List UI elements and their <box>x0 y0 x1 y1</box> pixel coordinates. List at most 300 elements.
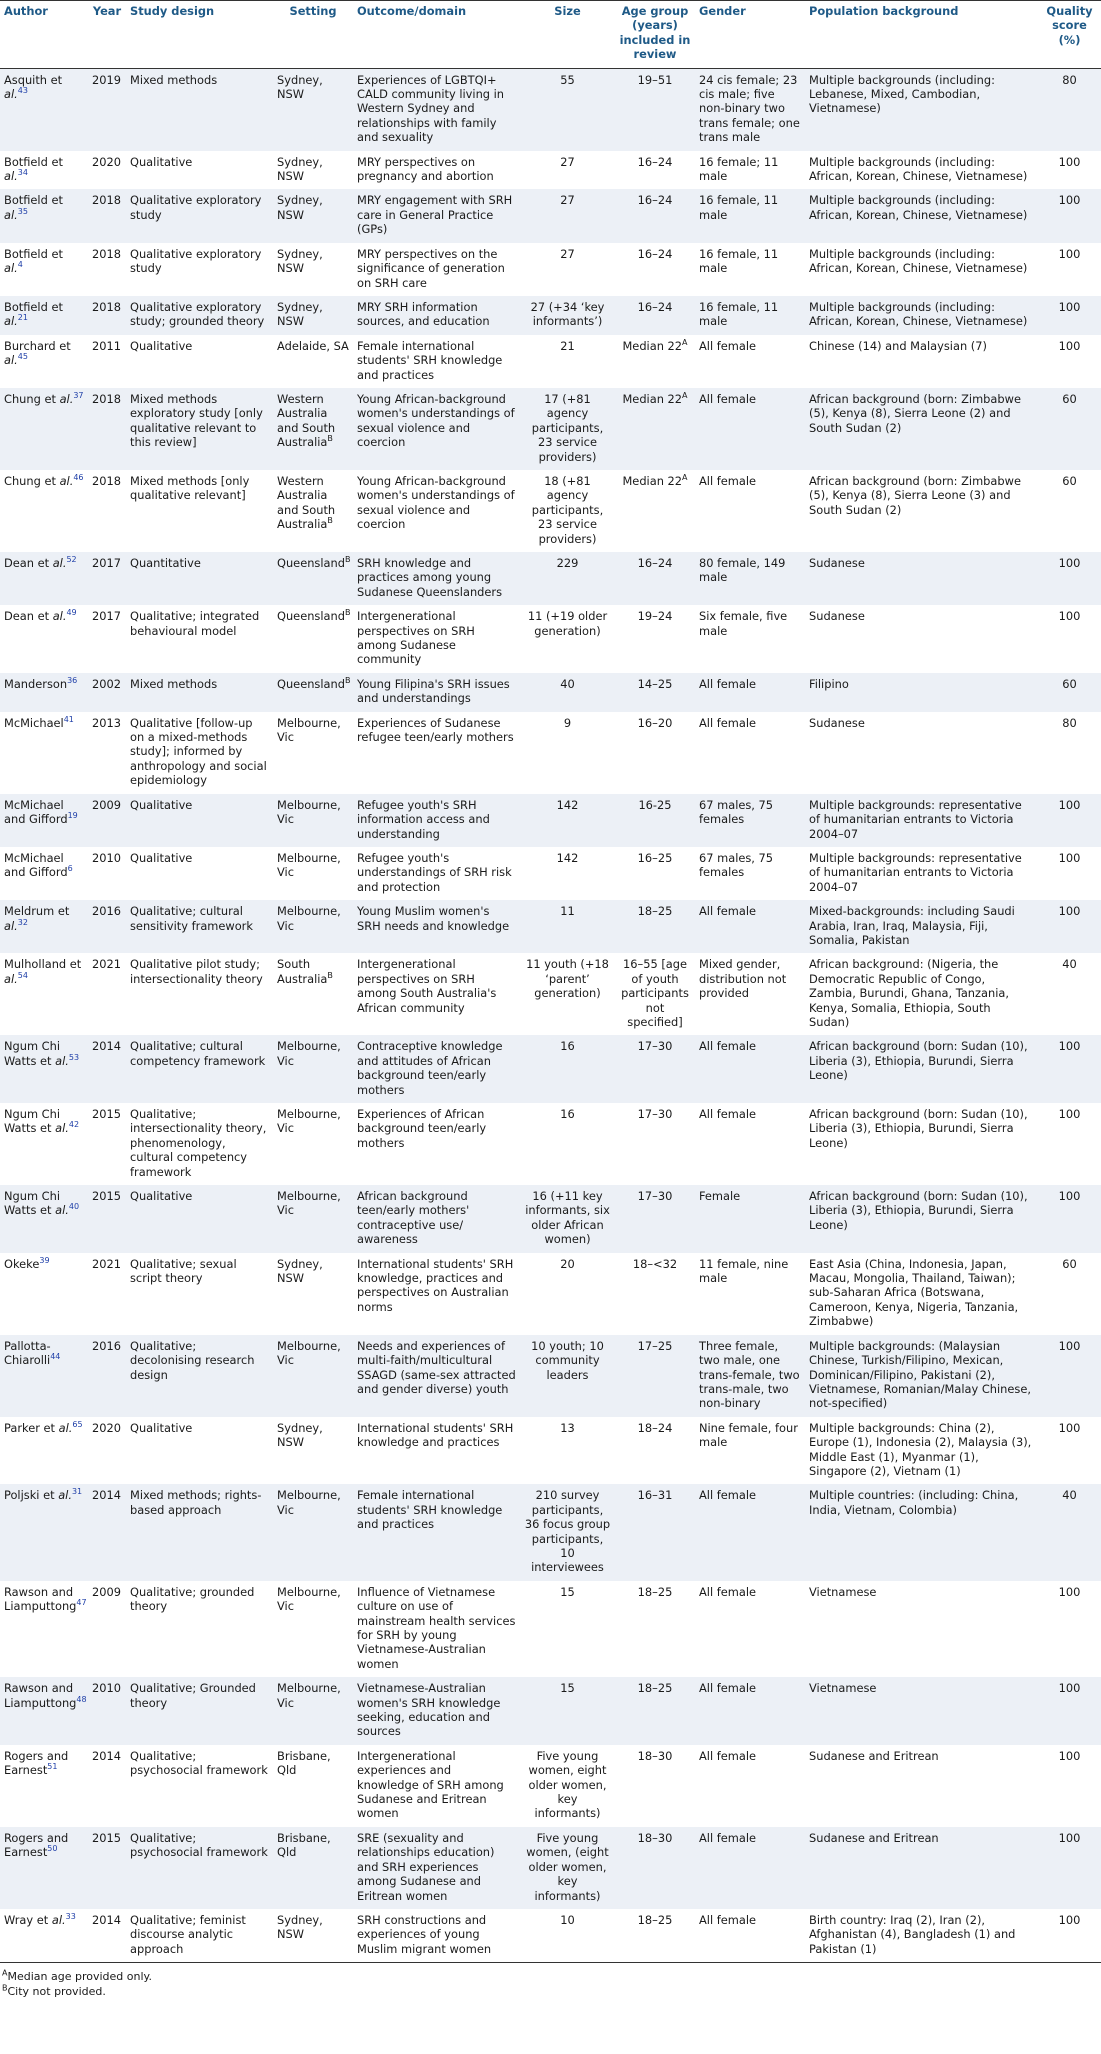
table-row <box>0 189 1101 242</box>
cell-population-background <box>805 605 1038 673</box>
cell-size-text: 15 <box>560 1584 575 1599</box>
table-row <box>0 1253 1101 1335</box>
cell-outcome-domain-text: Young African-background women's understandings of sexual violence and coercion <box>357 473 515 532</box>
cell-size <box>520 953 615 1035</box>
cell-age-group <box>615 605 695 673</box>
cell-outcome-domain-text: Intergenerational perspectives on SRH among South Australia's African community <box>357 957 497 1015</box>
reference-link[interactable]: 51 <box>47 1762 58 1772</box>
cell-population-background <box>805 1745 1038 1827</box>
cell-setting-text: Adelaide, SA <box>277 338 349 353</box>
cell-population-background-text: Multiple backgrounds: China (2), Europe (1), Indonesia (2), Malaysia (3), Middle East (1), Myanmar (1), Singapore (2), Vietnam (1) <box>809 1420 1032 1478</box>
cell-setting <box>273 1484 353 1580</box>
cell-gender <box>695 1827 805 1909</box>
cell-quality-score-text: 100 <box>1058 338 1081 353</box>
cell-setting-text: Sydney, NSW <box>277 1912 323 1942</box>
cell-outcome-domain <box>353 1484 520 1580</box>
cell-size <box>520 189 615 242</box>
cell-author <box>0 1417 88 1485</box>
column-header-population-background: Population background <box>805 1 1038 69</box>
table-row <box>0 1909 1101 1963</box>
cell-population-background-text: African background (born: Sudan (10), Liberia (3), Ethiopia, Burundi, Sierra Leone) <box>809 1189 1028 1232</box>
cell-age-group-text: 16–24 <box>637 154 673 169</box>
cell-age-group <box>615 151 695 190</box>
cell-quality-score <box>1038 68 1101 151</box>
cell-setting <box>273 243 353 296</box>
cell-outcome-domain <box>353 388 520 470</box>
cell-quality-score <box>1038 243 1101 296</box>
cell-gender <box>695 470 805 552</box>
cell-gender-text: All female <box>699 1488 757 1503</box>
reference-link[interactable]: 50 <box>47 1844 58 1854</box>
cell-outcome-domain <box>353 296 520 335</box>
cell-outcome-domain <box>353 1909 520 1963</box>
cell-size-text: 18 (+81 agency participants, 23 service providers) <box>531 473 604 546</box>
cell-age-group-text: 17–30 <box>637 1189 673 1204</box>
cell-age-group <box>615 1484 695 1580</box>
cell-setting-text: Sydney, NSW <box>277 193 323 222</box>
cell-quality-score <box>1038 1253 1101 1335</box>
cell-size <box>520 1745 615 1827</box>
reference-link[interactable]: 6 <box>67 864 73 874</box>
cell-age-group <box>615 1827 695 1909</box>
cell-setting-text: Melbourne, Vic <box>277 1584 341 1614</box>
cell-year <box>88 189 126 242</box>
cell-age-group-text: 17–25 <box>637 1338 673 1353</box>
cell-gender-text: Nine female, four male <box>699 1420 798 1450</box>
cell-author-text: Botfield et al. <box>4 154 63 184</box>
cell-age-group-text: 18–24 <box>637 1420 673 1435</box>
cell-gender-text: 67 males, 75 females <box>699 797 774 827</box>
cell-age-group <box>615 296 695 335</box>
cell-size <box>520 712 615 794</box>
cell-quality-score <box>1038 470 1101 552</box>
cell-age-group-text: 18–25 <box>637 1912 673 1927</box>
cell-setting-text: Queensland <box>277 676 345 691</box>
cell-size-text: 55 <box>560 72 575 87</box>
cell-outcome-domain-text: Young Muslim women's SRH needs and knowledge <box>357 904 510 933</box>
footnote-mark: B <box>327 434 333 444</box>
table-row <box>0 900 1101 953</box>
cell-author <box>0 1909 88 1963</box>
cell-quality-score-text: 80 <box>1062 72 1077 87</box>
cell-gender <box>695 900 805 953</box>
cell-population-background-text: Multiple backgrounds: representative of humanitarian entrants to Victoria 2004–07 <box>809 850 1022 894</box>
cell-population-background-text: African background (born: Zimbabwe (5), Kenya (8), Sierra Leone (3) and South Sudan (2) <box>809 473 1021 517</box>
cell-population-background <box>805 900 1038 953</box>
cell-quality-score-text: 60 <box>1062 473 1077 488</box>
cell-setting-text: Melbourne, Vic <box>277 1189 341 1218</box>
cell-setting <box>273 1827 353 1909</box>
cell-study-design <box>126 953 273 1035</box>
cell-population-background <box>805 673 1038 712</box>
reference-link[interactable]: 52 <box>66 555 77 565</box>
cell-year <box>88 1335 126 1417</box>
cell-year-text: 2018 <box>92 193 121 208</box>
footnote-mark: B <box>327 970 333 980</box>
cell-author-text: Pallotta-Chiarolli <box>4 1338 51 1368</box>
reference-link[interactable]: 43 <box>17 86 28 96</box>
cell-study-design-text: Qualitative <box>130 338 193 353</box>
cell-age-group <box>615 1417 695 1485</box>
cell-quality-score-text: 100 <box>1058 1584 1081 1599</box>
cell-quality-score-text: 100 <box>1058 1420 1081 1435</box>
cell-setting <box>273 470 353 552</box>
cell-outcome-domain-text: MRY perspectives on the significance of generation on SRH care <box>357 246 505 290</box>
cell-size <box>520 151 615 190</box>
cell-age-group <box>615 189 695 242</box>
cell-age-group-text: 16–24 <box>637 246 673 261</box>
cell-size <box>520 1253 615 1335</box>
cell-author <box>0 68 88 151</box>
cell-size-text: 20 <box>560 1256 575 1271</box>
cell-quality-score <box>1038 1581 1101 1677</box>
cell-population-background-text: Sudanese <box>809 609 865 624</box>
cell-gender-text: All female <box>699 1681 757 1696</box>
cell-age-group <box>615 847 695 900</box>
cell-gender <box>695 552 805 605</box>
table-row <box>0 712 1101 794</box>
cell-year-text: 2013 <box>92 715 121 730</box>
cell-age-group-text: 14–25 <box>637 676 673 691</box>
cell-setting <box>273 388 353 470</box>
cell-population-background-text: Multiple backgrounds: representative of humanitarian entrants to Victoria 2004–07 <box>809 797 1022 841</box>
cell-quality-score <box>1038 794 1101 847</box>
cell-year-text: 2014 <box>92 1488 121 1503</box>
cell-outcome-domain-text: Intergenerational perspectives on SRH among Sudanese community <box>357 609 475 667</box>
cell-population-background <box>805 1035 1038 1103</box>
cell-study-design <box>126 1185 273 1253</box>
cell-year <box>88 1484 126 1580</box>
reference-link[interactable]: 40 <box>68 1202 80 1212</box>
cell-size-text: 11 youth (+18 ‘parent’ generation) <box>526 957 609 1001</box>
table-row <box>0 605 1101 673</box>
reference-link[interactable]: 44 <box>50 1352 61 1362</box>
cell-size-text: 11 (+19 older generation) <box>527 609 608 638</box>
cell-author <box>0 847 88 900</box>
cell-size <box>520 673 615 712</box>
reference-link[interactable]: 65 <box>72 1419 83 1429</box>
cell-year <box>88 953 126 1035</box>
cell-setting <box>273 1745 353 1827</box>
cell-age-group <box>615 1185 695 1253</box>
cell-outcome-domain-text: Experiences of African background teen/early mothers <box>357 1107 487 1150</box>
cell-outcome-domain <box>353 1185 520 1253</box>
cell-quality-score-text: 80 <box>1062 715 1077 730</box>
cell-author-text: Botfield et al. <box>4 246 63 276</box>
cell-size-text: 9 <box>563 715 572 730</box>
cell-age-group <box>615 953 695 1035</box>
table-row <box>0 1484 1101 1580</box>
cell-author <box>0 794 88 847</box>
column-header-outcome-domain: Outcome/domain <box>353 1 520 69</box>
cell-year <box>88 552 126 605</box>
cell-population-background-text: Sudanese <box>809 715 865 730</box>
cell-age-group <box>615 1677 695 1745</box>
cell-author-text: Dean et al. <box>4 556 67 570</box>
cell-setting-text: Western Australia and South Australia <box>277 391 336 450</box>
cell-population-background <box>805 1677 1038 1745</box>
cell-outcome-domain <box>353 470 520 552</box>
cell-year-text: 2021 <box>92 957 121 972</box>
cell-population-background <box>805 335 1038 388</box>
reference-link[interactable]: 35 <box>17 207 28 217</box>
cell-setting-text: Melbourne, Vic <box>277 1488 341 1517</box>
cell-author-text: Burchard et al. <box>4 338 71 368</box>
cell-author <box>0 243 88 296</box>
cell-quality-score <box>1038 1417 1101 1485</box>
cell-study-design <box>126 1335 273 1417</box>
cell-author <box>0 673 88 712</box>
reference-link[interactable]: 54 <box>17 970 28 980</box>
cell-age-group-text: 18–25 <box>637 1681 673 1696</box>
cell-age-group <box>615 1035 695 1103</box>
cell-study-design <box>126 847 273 900</box>
cell-size-text: 27 (+34 ‘key informants’) <box>530 299 605 329</box>
cell-gender-text: 16 female; 11 male <box>699 154 779 184</box>
cell-outcome-domain-text: SRH constructions and experiences of young Muslim migrant women <box>357 1912 492 1956</box>
cell-author-text: Asquith et al. <box>4 72 63 102</box>
cell-author-text: Botfield et al. <box>4 193 63 222</box>
reference-link[interactable]: 4 <box>17 260 23 270</box>
cell-age-group <box>615 552 695 605</box>
cell-population-background-text: Multiple backgrounds (including: African, Korean, Chinese, Vietnamese) <box>809 193 1028 222</box>
reference-link[interactable]: 53 <box>68 1052 80 1062</box>
cell-author <box>0 335 88 388</box>
cell-year <box>88 470 126 552</box>
cell-age-group <box>615 335 695 388</box>
cell-author-text: McMichael and Gifford <box>4 797 68 827</box>
cell-population-background-text: Mixed-backgrounds: including Saudi Arabia, Iran, Iraq, Malaysia, Fiji, Somalia, Pakistan <box>809 904 1015 947</box>
cell-setting-text: South Australia <box>277 957 328 986</box>
cell-study-design <box>126 605 273 673</box>
cell-population-background <box>805 1185 1038 1253</box>
cell-size-text: Five young women, eight older women, key informants) <box>528 1748 607 1821</box>
cell-author <box>0 900 88 953</box>
reference-link[interactable]: 45 <box>17 352 28 362</box>
cell-gender-text: All female <box>699 904 757 919</box>
cell-quality-score <box>1038 1185 1101 1253</box>
table-row <box>0 1103 1101 1185</box>
cell-study-design-text: Qualitative <box>130 1420 193 1435</box>
cell-outcome-domain <box>353 847 520 900</box>
cell-size-text: 13 <box>560 1420 575 1435</box>
cell-gender-text: 24 cis female; 23 cis male; five non-binary two trans female; one trans male <box>699 72 800 145</box>
cell-outcome-domain <box>353 1827 520 1909</box>
column-header-setting: Setting <box>273 1 353 69</box>
cell-quality-score <box>1038 673 1101 712</box>
cell-size-text: 16 (+11 key informants, six older African women) <box>525 1189 610 1247</box>
cell-size <box>520 335 615 388</box>
cell-author-text: Ngum Chi Watts et al. <box>4 1107 69 1136</box>
cell-outcome-domain-text: Refugee youth's SRH information access and understanding <box>357 797 490 841</box>
table-row <box>0 847 1101 900</box>
reference-link[interactable]: 36 <box>67 676 78 686</box>
cell-author-text: Manderson <box>4 676 68 691</box>
reference-link[interactable]: 39 <box>39 1255 50 1265</box>
cell-quality-score-text: 100 <box>1058 1189 1081 1204</box>
cell-study-design-text: Qualitative pilot study; intersectionality theory <box>130 957 263 986</box>
cell-gender <box>695 1103 805 1185</box>
cell-setting-text: Sydney, NSW <box>277 246 323 276</box>
cell-quality-score <box>1038 388 1101 470</box>
cell-gender <box>695 794 805 847</box>
cell-population-background <box>805 243 1038 296</box>
cell-quality-score-text: 100 <box>1058 1912 1081 1927</box>
cell-study-design-text: Qualitative; Grounded theory <box>130 1681 256 1710</box>
cell-quality-score-text: 100 <box>1058 1748 1081 1763</box>
cell-year-text: 2011 <box>92 338 121 353</box>
cell-author <box>0 1677 88 1745</box>
cell-size <box>520 1417 615 1485</box>
cell-year <box>88 1827 126 1909</box>
cell-study-design <box>126 552 273 605</box>
cell-quality-score <box>1038 1745 1101 1827</box>
cell-age-group-text: 16–24 <box>637 556 673 570</box>
cell-year-text: 2017 <box>92 609 121 624</box>
cell-population-background-text: Multiple backgrounds (including: African, Korean, Chinese, Vietnamese) <box>809 154 1028 184</box>
cell-author-text: Rogers and Earnest <box>4 1830 69 1860</box>
cell-age-group-text: 18–25 <box>637 1584 673 1599</box>
cell-quality-score <box>1038 1335 1101 1417</box>
cell-study-design <box>126 712 273 794</box>
cell-population-background-text: Chinese (14) and Malaysian (7) <box>809 338 987 353</box>
cell-study-design <box>126 189 273 242</box>
reference-link[interactable]: 42 <box>68 1120 80 1130</box>
cell-population-background <box>805 470 1038 552</box>
cell-gender-text: Mixed gender, distribution not provided <box>699 957 787 1001</box>
cell-quality-score <box>1038 1909 1101 1963</box>
cell-setting <box>273 151 353 190</box>
footnote-mark: A <box>682 391 688 401</box>
column-header-year: Year <box>88 1 126 69</box>
cell-size-text: 15 <box>560 1681 575 1696</box>
footnote-mark: A <box>682 337 688 347</box>
cell-quality-score <box>1038 953 1101 1035</box>
cell-study-design-text: Qualitative <box>130 154 193 169</box>
table-body <box>0 68 1101 1963</box>
cell-author-text: Dean et al. <box>4 609 67 624</box>
cell-year-text: 2016 <box>92 1338 121 1353</box>
table-row <box>0 335 1101 388</box>
cell-study-design-text: Qualitative; psychosocial framework <box>130 1830 268 1860</box>
reference-link[interactable]: 37 <box>73 391 84 401</box>
cell-population-background-text: Multiple backgrounds (including: African, Korean, Chinese, Vietnamese) <box>809 246 1028 276</box>
cell-outcome-domain <box>353 151 520 190</box>
cell-setting-text: Melbourne, Vic <box>277 850 341 880</box>
table-row <box>0 68 1101 151</box>
footnote-mark: B <box>344 555 351 565</box>
cell-study-design-text: Quantitative <box>130 556 201 570</box>
cell-study-design-text: Mixed methods <box>130 676 218 691</box>
cell-setting <box>273 189 353 242</box>
cell-setting <box>273 953 353 1035</box>
cell-size <box>520 243 615 296</box>
cell-year-text: 2002 <box>92 676 121 691</box>
cell-author <box>0 1253 88 1335</box>
cell-gender <box>695 243 805 296</box>
cell-setting-text: Queensland <box>277 556 345 570</box>
cell-year-text: 2015 <box>92 1107 121 1121</box>
reference-link[interactable]: 33 <box>65 1912 76 1922</box>
cell-year-text: 2009 <box>92 1584 121 1599</box>
reference-link[interactable]: 19 <box>67 811 78 821</box>
cell-study-design-text: Qualitative; feminist discourse analytic approach <box>130 1912 246 1956</box>
cell-study-design-text: Qualitative <box>130 797 193 812</box>
cell-author-text: Rawson and Liamputtong <box>4 1584 77 1614</box>
cell-study-design <box>126 335 273 388</box>
cell-gender <box>695 1484 805 1580</box>
reference-link[interactable]: 47 <box>76 1598 87 1608</box>
cell-size-text: 229 <box>556 556 579 570</box>
cell-setting-text: Melbourne, Vic <box>277 797 341 827</box>
reference-link[interactable]: 48 <box>76 1694 87 1704</box>
cell-outcome-domain <box>353 794 520 847</box>
cell-outcome-domain-text: Experiences of LGBTQI+ CALD community living in Western Sydney and relationships with family and sexuality <box>357 72 505 145</box>
cell-gender-text: All female <box>699 338 757 353</box>
cell-age-group-text: 18–30 <box>637 1748 673 1763</box>
cell-year <box>88 335 126 388</box>
cell-author <box>0 1581 88 1677</box>
cell-outcome-domain <box>353 1035 520 1103</box>
cell-quality-score <box>1038 1484 1101 1580</box>
cell-gender-text: 11 female, nine male <box>699 1256 789 1286</box>
cell-study-design <box>126 1909 273 1963</box>
cell-study-design <box>126 296 273 335</box>
table-row <box>0 673 1101 712</box>
cell-gender-text: 16 female, 11 male <box>699 299 779 329</box>
footnote-mark: B <box>344 676 351 686</box>
reference-link[interactable]: 41 <box>63 714 74 724</box>
cell-age-group-text: 19–51 <box>637 72 673 87</box>
cell-author <box>0 189 88 242</box>
cell-study-design-text: Qualitative; intersectionality theory, phenomenology, cultural competency framework <box>130 1107 267 1179</box>
cell-study-design <box>126 1827 273 1909</box>
cell-population-background-text: Multiple countries: (including: China, India, Vietnam, Colombia) <box>809 1488 1019 1517</box>
cell-study-design-text: Mixed methods exploratory study [only qualitative relevant to this review] <box>130 391 263 450</box>
cell-year <box>88 673 126 712</box>
cell-population-background <box>805 1253 1038 1335</box>
reference-link[interactable]: 32 <box>17 917 28 927</box>
cell-age-group-text: 18–30 <box>637 1830 673 1845</box>
reference-link[interactable]: 46 <box>73 473 84 483</box>
cell-setting-text: Queensland <box>277 609 345 624</box>
cell-gender <box>695 189 805 242</box>
cell-population-background <box>805 1484 1038 1580</box>
cell-outcome-domain <box>353 189 520 242</box>
cell-study-design <box>126 1581 273 1677</box>
cell-setting <box>273 335 353 388</box>
cell-year-text: 2014 <box>92 1039 121 1054</box>
table-row <box>0 1745 1101 1827</box>
cell-setting <box>273 847 353 900</box>
reference-link[interactable]: 49 <box>66 608 77 618</box>
cell-population-background-text: Vietnamese <box>809 1584 877 1599</box>
cell-age-group <box>615 1335 695 1417</box>
cell-size-text: 210 survey participants, 36 focus group participants, 10 interviewees <box>524 1488 611 1575</box>
reference-link[interactable]: 34 <box>17 168 28 178</box>
footnote-mark: A <box>2 1968 8 1978</box>
reference-link[interactable]: 21 <box>17 313 28 323</box>
cell-setting <box>273 68 353 151</box>
cell-size <box>520 552 615 605</box>
cell-study-design <box>126 243 273 296</box>
cell-gender-text: All female <box>699 391 757 406</box>
cell-year-text: 2010 <box>92 850 121 865</box>
cell-population-background <box>805 68 1038 151</box>
cell-outcome-domain-text: Female international students' SRH knowledge and practices <box>357 338 503 382</box>
cell-study-design-text: Qualitative; decolonising research design <box>130 1338 255 1382</box>
reference-link[interactable]: 31 <box>71 1487 83 1497</box>
